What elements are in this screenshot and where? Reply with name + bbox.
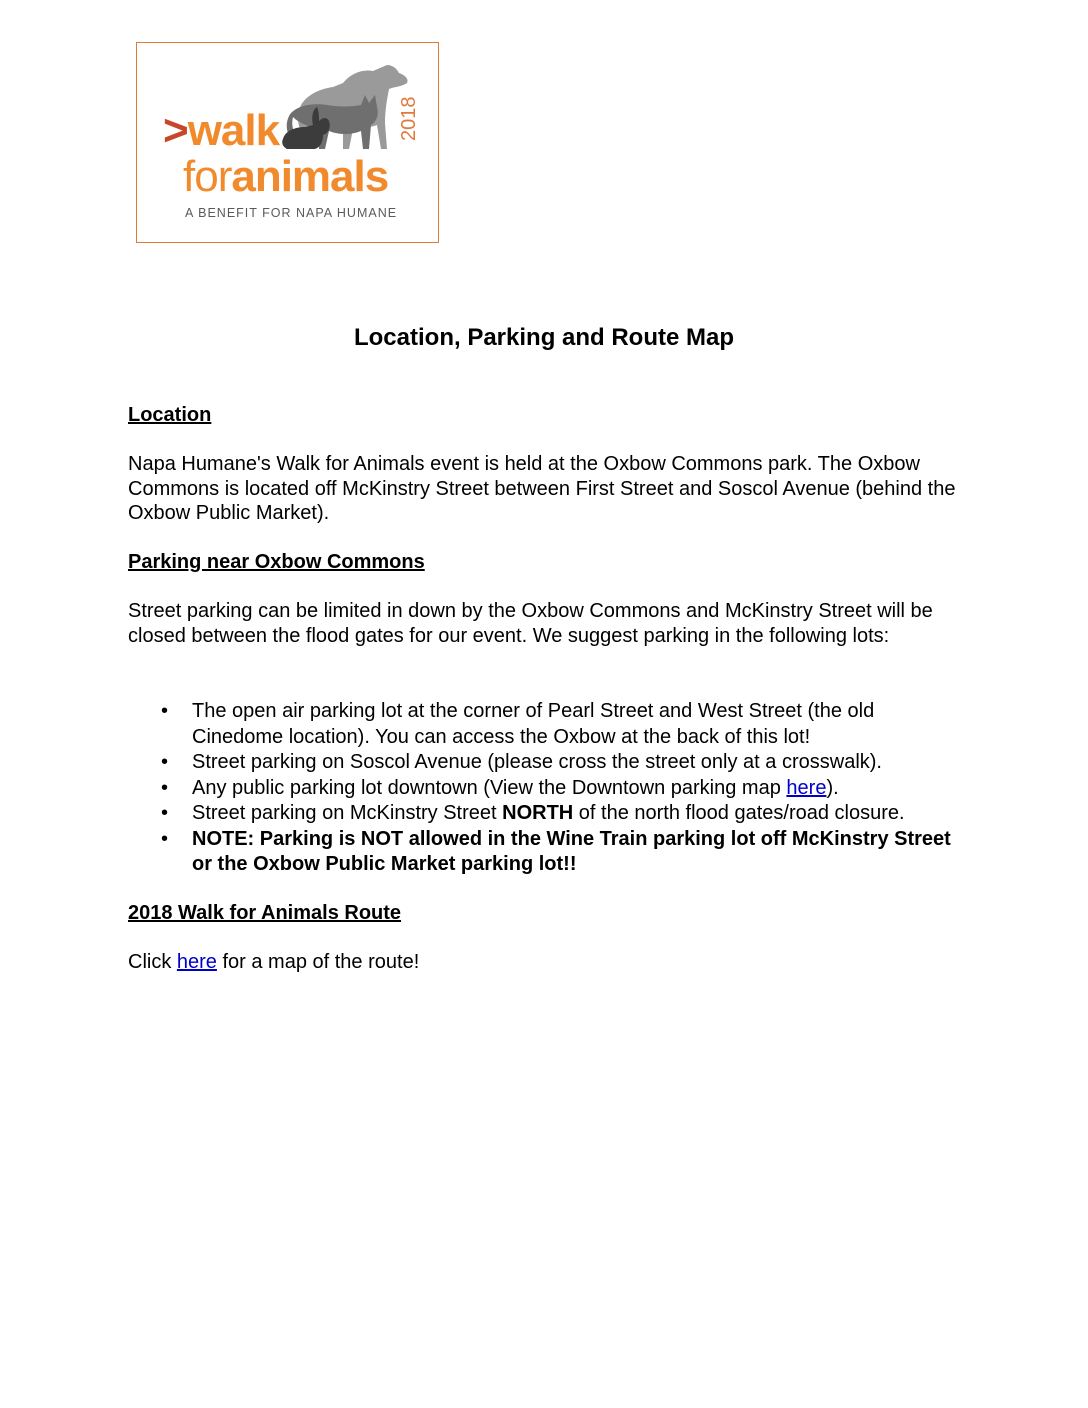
route-heading: 2018 Walk for Animals Route xyxy=(128,902,402,924)
logo-walk-word: walk xyxy=(187,106,280,155)
logo-walk-text xyxy=(163,106,280,155)
parking-note: NOTE: Parking is NOT allowed in the Wine Train parking lot off McKinstry Street or the Oxbow Public Market parking lot!! xyxy=(192,827,951,875)
bullet-icon: • xyxy=(161,776,169,799)
page-title: Location, Parking and Route Map xyxy=(353,324,735,351)
logo-year: 2018 xyxy=(398,96,420,141)
route-map-link[interactable]: here xyxy=(176,951,217,973)
list-item xyxy=(128,750,968,776)
bullet-icon: • xyxy=(161,827,169,850)
bullet-icon: • xyxy=(161,751,169,773)
list-item xyxy=(128,699,968,750)
list-item-text: The open air parking lot at the corner of Pearl Street and West Street (the old Cinedome location). You can access the Oxbow at the back of this lot! xyxy=(192,700,875,748)
route-text-before: Click xyxy=(128,951,177,973)
route-text xyxy=(128,950,968,975)
logo-for-word: for xyxy=(183,152,232,201)
north-emphasis: NORTH xyxy=(502,802,574,824)
route-text-after: for a map of the route! xyxy=(216,951,420,973)
list-item xyxy=(128,776,968,802)
list-item-text: Street parking on Soscol Avenue (please cross the street only at a crosswalk). xyxy=(192,751,882,773)
walk-for-animals-logo xyxy=(136,42,439,243)
location-heading: Location xyxy=(128,404,212,426)
bullet-icon: • xyxy=(161,802,169,824)
list-item-text-after: ). xyxy=(826,776,839,799)
list-item-text-after: of the north flood gates/road closure. xyxy=(573,802,905,824)
list-item xyxy=(128,801,968,827)
bullet-icon: • xyxy=(161,700,169,722)
parking-text: Street parking can be limited in down by the Oxbow Commons and McKinstry Street will be closed between the flood gates for our event. We suggest parking in the following lots: xyxy=(128,600,933,647)
list-item-text-before: Street parking on McKinstry Street xyxy=(192,802,503,824)
logo-chevron: > xyxy=(163,106,188,155)
parking-heading: Parking near Oxbow Commons xyxy=(128,551,425,573)
list-item-text-before: Any public parking lot downtown (View the Downtown parking map xyxy=(192,776,787,799)
logo-for-animals-text xyxy=(183,152,389,201)
logo-animals-word: animals xyxy=(231,152,389,201)
location-text: Napa Humane's Walk for Animals event is held at the Oxbow Commons park. The Oxbow Commons is located off McKinstry Street between First Street and Soscol Avenue (behind the Oxbow Public Market). xyxy=(128,453,956,524)
logo-benefit-text: A BENEFIT FOR NAPA HUMANE xyxy=(185,206,398,220)
downtown-parking-map-link[interactable]: here xyxy=(786,776,827,799)
list-item xyxy=(128,827,968,878)
parking-options-list xyxy=(128,699,968,878)
